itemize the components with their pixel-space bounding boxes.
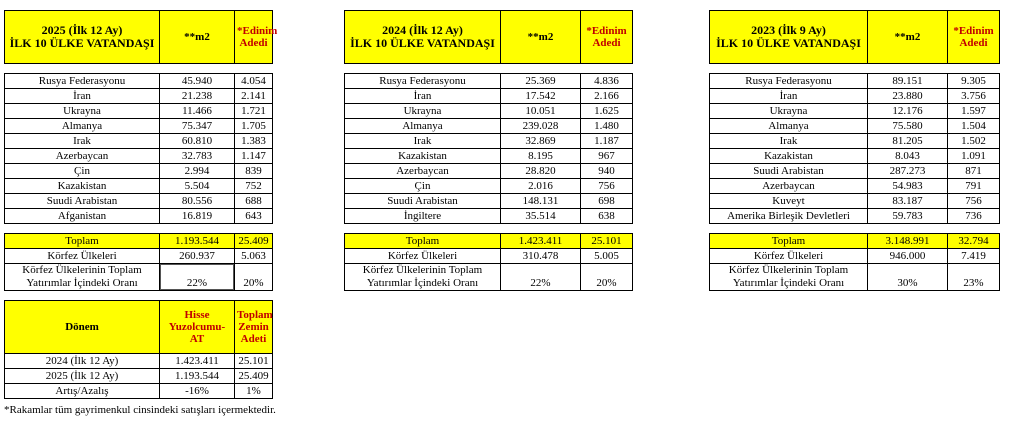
country-count: 4.054 xyxy=(235,74,273,89)
comparison-count: 25.101 xyxy=(235,354,273,369)
total-m2: 1.423.411 xyxy=(501,234,581,249)
comparison-body xyxy=(5,354,273,399)
gulf-label: Körfez Ülkeleri xyxy=(5,249,160,264)
country-name: Ukrayna xyxy=(5,104,160,119)
table-body xyxy=(345,74,633,224)
ratio-label-line-2: Yatırımlar İçindeki Oranı xyxy=(366,277,479,289)
country-m2: 12.176 xyxy=(868,104,948,119)
country-m2: 10.051 xyxy=(501,104,581,119)
country-count: 9.305 xyxy=(948,74,1000,89)
ratio-label-line-1: Körfez Ülkelerinin Toplam xyxy=(728,264,849,276)
zemin-count-header: Toplam Zemin Adeti xyxy=(235,301,273,354)
area-header: Hisse Yuzolcumu-AT xyxy=(160,301,235,354)
country-m2: 16.819 xyxy=(160,209,235,224)
spacer xyxy=(345,64,633,74)
total-label: Toplam xyxy=(710,234,868,249)
total-count: 25.409 xyxy=(235,234,273,249)
comparison-count: 25.409 xyxy=(235,369,273,384)
ratio-label-line-2: Yatırımlar İçindeki Oranı xyxy=(26,277,138,289)
country-row xyxy=(5,149,273,164)
count-header: *Edinim Adedi xyxy=(948,11,1000,64)
country-m2: 148.131 xyxy=(501,194,581,209)
comparison-row xyxy=(5,369,273,384)
total-count: 32.794 xyxy=(948,234,1000,249)
country-name: Azerbaycan xyxy=(5,149,160,164)
total-m2: 3.148.991 xyxy=(868,234,948,249)
country-count: 1.504 xyxy=(948,119,1000,134)
gulf-count: 5.005 xyxy=(581,249,633,264)
country-name: Kazakistan xyxy=(345,149,501,164)
country-count: 3.756 xyxy=(948,89,1000,104)
country-name: Ukrayna xyxy=(710,104,868,119)
comparison-area: 1.423.411 xyxy=(160,354,235,369)
country-count: 871 xyxy=(948,164,1000,179)
country-count: 1.480 xyxy=(581,119,633,134)
country-row xyxy=(5,179,273,194)
m2-header: **m2 xyxy=(160,11,235,64)
spacer xyxy=(345,224,633,234)
gulf-count: 7.419 xyxy=(948,249,1000,264)
country-name: Rusya Federasyonu xyxy=(5,74,160,89)
country-count: 967 xyxy=(581,149,633,164)
total-row xyxy=(710,234,1000,249)
country-name: İran xyxy=(5,89,160,104)
country-m2: 23.880 xyxy=(868,89,948,104)
gulf-count: 5.063 xyxy=(235,249,273,264)
country-count: 688 xyxy=(235,194,273,209)
country-row xyxy=(710,104,1000,119)
country-row xyxy=(345,119,633,134)
country-name: İngiltere xyxy=(345,209,501,224)
total-label: Toplam xyxy=(345,234,501,249)
country-count: 839 xyxy=(235,164,273,179)
table-body xyxy=(710,74,1000,224)
table-title xyxy=(710,11,868,64)
footnote: *Rakamlar tüm gayrimenkul cinsindeki satışları içermektedir. xyxy=(4,404,276,416)
country-count: 752 xyxy=(235,179,273,194)
gulf-row xyxy=(345,249,633,264)
country-name: Almanya xyxy=(5,119,160,134)
country-row xyxy=(710,209,1000,224)
country-m2: 28.820 xyxy=(501,164,581,179)
country-row xyxy=(345,194,633,209)
country-row xyxy=(710,89,1000,104)
country-count: 1.705 xyxy=(235,119,273,134)
country-count: 1.187 xyxy=(581,134,633,149)
country-row xyxy=(710,164,1000,179)
spacer xyxy=(5,224,273,234)
country-m2: 25.369 xyxy=(501,74,581,89)
ratio-row xyxy=(345,264,633,291)
total-label: Toplam xyxy=(5,234,160,249)
country-m2: 75.580 xyxy=(868,119,948,134)
country-count: 638 xyxy=(581,209,633,224)
table-title xyxy=(5,11,160,64)
ratio-label xyxy=(345,264,501,291)
table-2024 xyxy=(344,10,633,291)
country-m2: 2.016 xyxy=(501,179,581,194)
country-row xyxy=(5,164,273,179)
ratio-label-line-1: Körfez Ülkelerinin Toplam xyxy=(362,264,483,276)
country-m2: 11.466 xyxy=(160,104,235,119)
table-header-row xyxy=(345,11,633,64)
country-count: 1.091 xyxy=(948,149,1000,164)
comparison-area: 1.193.544 xyxy=(160,369,235,384)
country-row xyxy=(5,104,273,119)
title-line-1: 2023 (İlk 9 Ay) xyxy=(751,23,826,37)
country-count: 1.502 xyxy=(948,134,1000,149)
country-row xyxy=(710,149,1000,164)
country-row xyxy=(5,134,273,149)
gulf-row xyxy=(5,249,273,264)
country-m2: 60.810 xyxy=(160,134,235,149)
country-count: 756 xyxy=(581,179,633,194)
total-row xyxy=(5,234,273,249)
title-line-1: 2024 (İlk 12 Ay) xyxy=(382,23,463,37)
country-name: Azerbaycan xyxy=(345,164,501,179)
comparison-table xyxy=(4,300,273,399)
country-row xyxy=(5,209,273,224)
country-row xyxy=(710,179,1000,194)
country-count: 736 xyxy=(948,209,1000,224)
country-row xyxy=(5,74,273,89)
country-name: Rusya Federasyonu xyxy=(345,74,501,89)
gulf-m2: 260.937 xyxy=(160,249,235,264)
country-row xyxy=(345,164,633,179)
total-m2: 1.193.544 xyxy=(160,234,235,249)
country-m2: 32.783 xyxy=(160,149,235,164)
country-m2: 59.783 xyxy=(868,209,948,224)
gulf-m2: 946.000 xyxy=(868,249,948,264)
country-name: İran xyxy=(710,89,868,104)
table-body xyxy=(5,74,273,224)
country-name: Çin xyxy=(345,179,501,194)
country-row xyxy=(345,74,633,89)
country-row xyxy=(345,179,633,194)
country-row xyxy=(345,149,633,164)
country-m2: 239.028 xyxy=(501,119,581,134)
country-count: 1.721 xyxy=(235,104,273,119)
spacer xyxy=(710,224,1000,234)
table-title xyxy=(345,11,501,64)
country-m2: 5.504 xyxy=(160,179,235,194)
country-name: Irak xyxy=(710,134,868,149)
country-count: 2.166 xyxy=(581,89,633,104)
count-header: *Edinim Adedi xyxy=(235,11,273,64)
country-row xyxy=(345,104,633,119)
m2-header: **m2 xyxy=(501,11,581,64)
country-name: Afganistan xyxy=(5,209,160,224)
comparison-period: 2025 (İlk 12 Ay) xyxy=(5,369,160,384)
country-m2: 21.238 xyxy=(160,89,235,104)
ratio-label xyxy=(5,264,160,291)
country-name: Amerika Birleşik Devletleri xyxy=(710,209,868,224)
ratio-row xyxy=(5,264,273,291)
country-m2: 287.273 xyxy=(868,164,948,179)
country-name: Kazakistan xyxy=(710,149,868,164)
country-m2: 17.542 xyxy=(501,89,581,104)
country-count: 1.147 xyxy=(235,149,273,164)
ratio-label xyxy=(710,264,868,291)
ratio-m2: 22% xyxy=(501,264,581,291)
country-count: 1.625 xyxy=(581,104,633,119)
country-name: Suudi Arabistan xyxy=(345,194,501,209)
country-count: 643 xyxy=(235,209,273,224)
country-name: Almanya xyxy=(710,119,868,134)
ratio-m2: 30% xyxy=(868,264,948,291)
ratio-m2: 22% xyxy=(160,264,235,291)
total-count: 25.101 xyxy=(581,234,633,249)
table-2025 xyxy=(4,10,278,291)
country-count: 756 xyxy=(948,194,1000,209)
ratio-count: 23% xyxy=(948,264,1000,291)
comparison-row xyxy=(5,354,273,369)
country-m2: 8.195 xyxy=(501,149,581,164)
country-name: Irak xyxy=(345,134,501,149)
title-line-2: İLK 10 ÜLKE VATANDAŞI xyxy=(9,36,155,50)
country-row xyxy=(345,134,633,149)
ratio-label-line-2: Yatırımlar İçindeki Oranı xyxy=(732,277,845,289)
country-name: Irak xyxy=(5,134,160,149)
country-count: 940 xyxy=(581,164,633,179)
period-header: Dönem xyxy=(5,301,160,354)
country-m2: 89.151 xyxy=(868,74,948,89)
country-count: 2.141 xyxy=(235,89,273,104)
country-m2: 54.983 xyxy=(868,179,948,194)
country-row xyxy=(710,134,1000,149)
comparison-header-row xyxy=(5,301,273,354)
comparison-period: Artış/Azalış xyxy=(5,384,160,399)
country-m2: 8.043 xyxy=(868,149,948,164)
country-m2: 81.205 xyxy=(868,134,948,149)
spacer xyxy=(5,64,273,74)
spacer xyxy=(710,64,1000,74)
country-m2: 35.514 xyxy=(501,209,581,224)
total-row xyxy=(345,234,633,249)
country-count: 4.836 xyxy=(581,74,633,89)
title-line-2: İLK 10 ÜLKE VATANDAŞI xyxy=(716,36,861,50)
country-count: 698 xyxy=(581,194,633,209)
country-name: Kazakistan xyxy=(5,179,160,194)
country-count: 791 xyxy=(948,179,1000,194)
country-m2: 32.869 xyxy=(501,134,581,149)
title-line-1: 2025 (İlk 12 Ay) xyxy=(41,23,123,37)
table-header-row xyxy=(5,11,273,64)
country-m2: 2.994 xyxy=(160,164,235,179)
country-name: Suudi Arabistan xyxy=(5,194,160,209)
comparison-area: -16% xyxy=(160,384,235,399)
country-row xyxy=(710,74,1000,89)
gulf-row xyxy=(710,249,1000,264)
country-m2: 80.556 xyxy=(160,194,235,209)
country-name: Çin xyxy=(5,164,160,179)
count-header: *Edinim Adedi xyxy=(581,11,633,64)
comparison-count: 1% xyxy=(235,384,273,399)
country-row xyxy=(345,89,633,104)
country-row xyxy=(710,119,1000,134)
country-name: İran xyxy=(345,89,501,104)
table-2023 xyxy=(709,10,1000,291)
country-name: Suudi Arabistan xyxy=(710,164,868,179)
ratio-row xyxy=(710,264,1000,291)
ratio-count: 20% xyxy=(581,264,633,291)
comparison-period: 2024 (İlk 12 Ay) xyxy=(5,354,160,369)
country-row xyxy=(710,194,1000,209)
ratio-count: 20% xyxy=(235,264,273,291)
country-row xyxy=(5,119,273,134)
comparison-row xyxy=(5,384,273,399)
country-count: 1.597 xyxy=(948,104,1000,119)
gulf-label: Körfez Ülkeleri xyxy=(345,249,501,264)
country-name: Azerbaycan xyxy=(710,179,868,194)
country-name: Kuveyt xyxy=(710,194,868,209)
country-count: 1.383 xyxy=(235,134,273,149)
m2-header: **m2 xyxy=(868,11,948,64)
country-m2: 75.347 xyxy=(160,119,235,134)
country-name: Almanya xyxy=(345,119,501,134)
gulf-label: Körfez Ülkeleri xyxy=(710,249,868,264)
country-name: Ukrayna xyxy=(345,104,501,119)
country-m2: 83.187 xyxy=(868,194,948,209)
country-name: Rusya Federasyonu xyxy=(710,74,868,89)
ratio-label-line-1: Körfez Ülkelerinin Toplam xyxy=(22,264,142,276)
country-row xyxy=(5,89,273,104)
table-header-row xyxy=(710,11,1000,64)
country-row xyxy=(5,194,273,209)
country-m2: 45.940 xyxy=(160,74,235,89)
gulf-m2: 310.478 xyxy=(501,249,581,264)
title-line-2: İLK 10 ÜLKE VATANDAŞI xyxy=(350,36,495,50)
country-row xyxy=(345,209,633,224)
